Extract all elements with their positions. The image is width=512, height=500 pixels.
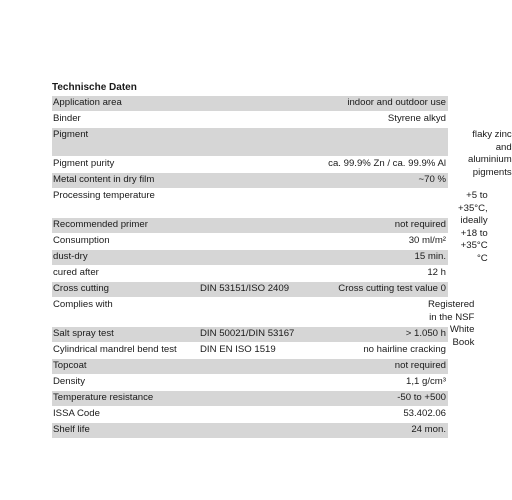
table-row [52, 423, 448, 438]
row-label: dust-dry [53, 251, 88, 262]
row-label: Cross cutting [53, 283, 109, 294]
row-label: Application area [53, 97, 122, 108]
row-label: Shelf life [53, 424, 90, 435]
row-label: Metal content in dry film [53, 174, 155, 185]
row-value: not required [394, 219, 446, 230]
row-value: 30 ml/m² [408, 235, 446, 246]
row-label: Density [53, 376, 85, 387]
row-label: Binder [53, 113, 81, 124]
row-value: 1,1 g/cm³ [406, 376, 446, 387]
technical-data-table [52, 80, 512, 439]
row-value: no hairline cracking [363, 344, 446, 355]
row-value: > 1.050 h [405, 328, 446, 339]
table-row [52, 375, 448, 390]
row-value: flaky zinc and aluminium pigments [468, 129, 512, 178]
row-label: Pigment purity [53, 158, 115, 169]
table-row [52, 343, 448, 358]
row-label: Cylindrical mandrel bend test [53, 344, 177, 355]
row-value: Cross cutting test value 0 [338, 283, 446, 294]
table-row [52, 218, 448, 233]
table-row [52, 327, 448, 342]
row-value: 53.402.06 [403, 408, 446, 419]
row-value: indoor and outdoor use [347, 97, 446, 108]
row-value: 24 mon. [411, 424, 446, 435]
row-label: Recommended primer [53, 219, 148, 230]
row-value: Styrene alkyd [387, 113, 446, 124]
row-label: Pigment [53, 129, 89, 140]
row-label: Complies with [53, 299, 113, 310]
table-row [52, 173, 448, 188]
row-label: cured after [53, 267, 99, 278]
row-value: -50 to +500 [397, 392, 446, 403]
row-value: ~70 % [418, 174, 446, 185]
row-label: Temperature resistance [53, 392, 154, 403]
row-norm: DIN 53151/ISO 2409 [200, 283, 290, 294]
table-row [52, 359, 448, 374]
table-row [52, 250, 448, 265]
row-norm: DIN EN ISO 1519 [200, 344, 276, 355]
row-value: 12 h [427, 267, 446, 278]
table-row [52, 112, 448, 127]
row-label: Processing temperature [53, 190, 155, 201]
row-label: ISSA Code [53, 408, 100, 419]
table-title: Technische Daten [52, 82, 137, 93]
row-value: +5 to +35°C, ideally +18 to +35°C °C [458, 190, 488, 264]
table-row [52, 157, 448, 172]
table-row [52, 266, 448, 281]
row-value: 15 min. [414, 251, 446, 262]
row-label: Salt spray test [53, 328, 114, 339]
table-row [52, 234, 448, 249]
row-value: Registered in the NSF White Book [428, 299, 475, 348]
table-row [52, 282, 448, 297]
table-row [52, 391, 448, 406]
row-norm: DIN 50021/DIN 53167 [200, 328, 295, 339]
row-label: Topcoat [53, 360, 87, 371]
row-label: Consumption [53, 235, 110, 246]
table-row [52, 407, 448, 422]
row-value: not required [394, 360, 446, 371]
table-row [52, 96, 448, 111]
row-value: ca. 99.9% Zn / ca. 99.9% Al [328, 158, 446, 169]
